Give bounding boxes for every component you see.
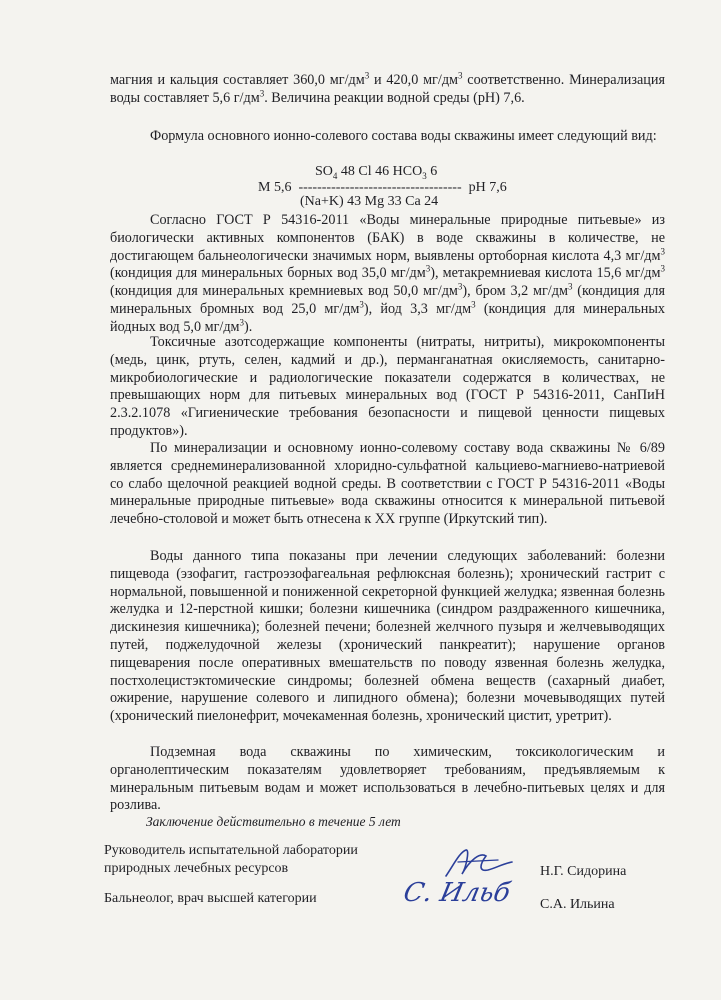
- text: соответственно. Минерализация воды составляет 5,6 г/дм: [110, 72, 665, 106]
- balneologist-name: С.А. Ильина: [540, 897, 615, 912]
- head-name: Н.Г. Сидорина: [540, 864, 627, 879]
- head-title: [104, 842, 358, 878]
- formula-denominator: (Na+K) 43 Mg 33 Ca 24: [300, 194, 439, 209]
- text: (кондиция для минеральных йодных вод 5,0 мг/дм: [110, 300, 665, 335]
- text: Воды данного типа показаны при лечении следующих заболеваний: болезни пищевода (эзофагит, гастроэзофагеальная рефлюксная болезнь); хронический гастрит с нормальной, повышенной и пониженной секреторной функцией желудка; язвенная болезнь желудка и 12-перстной кишки; болезни кишечника (синдром раздраженного кишечника, дискинезия кишечника); болезней печени; болезней желчного пузыря и желчевыводящих путей, поджелудочной железы (хронический панкреатит); нарушение органов пищеварения после оперативных вмешательств по поводу язвенная болезнь желудка, постхолецистэктомические синдромы; болезней обмена веществ (сахарный диабет, ожирение, нарушение солевого и липидного обмена); болезни мочевыводящих путей (хронический пиелонефрит, мочекаменная болезнь, хронический цистит, уретрит).: [110, 548, 665, 725]
- paragraph-bak: [110, 212, 665, 337]
- superscript: 3: [660, 245, 665, 256]
- text: природных лечебных ресурсов: [104, 861, 289, 876]
- superscript: 3: [364, 70, 370, 81]
- text: ), йод 3,3 мг/дм: [363, 300, 472, 317]
- superscript: 3: [458, 70, 463, 81]
- subscript: 4: [332, 170, 338, 181]
- text: ), бром 3,2 мг/дм: [462, 283, 568, 300]
- superscript: 3: [567, 281, 573, 292]
- text: Подземная вода скважины по химическим, токсикологическим и органолептическим показателям удовлетворяет требованиям, предъявляемым к минеральным питьевым водам и может использоваться в лечебно-питьевых целях и для розлива.: [110, 744, 665, 814]
- superscript: 3: [239, 317, 245, 328]
- text: Согласно ГОСТ Р 54316-2011 «Воды минеральные природные питьевые» из биологически активных компонентов (БАК) в воде скважины в количестве, не достигающем бальнеологически значимых норм, выявлены ортоборная кислота 4,3 мг/дм: [110, 212, 665, 264]
- signature-sidorina: [440, 846, 520, 882]
- text: Формула основного ионно-солевого состава воды скважины имеет следующий вид:: [150, 128, 657, 144]
- validity-note: Заключение действительно в течение 5 лет: [146, 814, 401, 829]
- paragraph-mineralization: [110, 72, 665, 108]
- text: . Величина реакции водной среды (рН) 7,6.: [264, 89, 525, 106]
- text: 6: [426, 164, 438, 179]
- superscript: 3: [425, 263, 431, 274]
- balneologist-title: Бальнеолог, врач высшей категории: [104, 891, 317, 906]
- text: Руководитель испытательной лаборатории: [104, 843, 358, 858]
- paragraph-formula-intro: [110, 128, 665, 146]
- paragraph-indications: [110, 548, 665, 726]
- superscript: 3: [359, 299, 364, 310]
- superscript: 3: [259, 88, 265, 99]
- text: магния и кальция составляет 360,0 мг/дм: [110, 72, 365, 88]
- text: 48 Cl 46 HCO: [337, 164, 423, 179]
- superscript: 3: [660, 263, 665, 274]
- paragraph-toxic: [110, 334, 665, 441]
- signature-ilyina: С. Ильб: [400, 878, 513, 908]
- superscript: 3: [471, 299, 476, 310]
- text: (кондиция для минеральных борных вод 35,0 мг/дм: [110, 265, 426, 282]
- text: SO: [315, 164, 333, 179]
- formula-line: M 5,6 ----------------------------------- pH 7,6: [258, 180, 507, 195]
- text: и 420,0 мг/дм: [369, 72, 459, 88]
- paragraph-classification: [110, 440, 665, 529]
- subscript: 3: [422, 170, 427, 181]
- text: Токсичные азотсодержащие компоненты (нитраты, нитриты), микрокомпоненты (медь, цинк, ртуть, селен, кадмий и др.), перманганатная окисляемость, санитарно-микробиологические и радиологические показатели содержатся в количествах, не превышающих норм для питьевых минеральных вод (ГОСТ Р 54316-2011, СанПиН 2.3.2.1078 «Гигиенические требования безопасности и пищевой ценности пищевых продуктов»).: [110, 334, 665, 439]
- text: ), метакремниевая кислота 15,6 мг/дм: [430, 265, 661, 282]
- superscript: 3: [457, 281, 463, 292]
- paragraph-conclusion: [110, 744, 665, 815]
- text: (кондиция для минеральных бромных вод 25,0 мг/дм: [110, 283, 665, 317]
- formula-numerator: [315, 164, 437, 180]
- text: По минерализации и основному ионно-солевому составу вода скважины № 6/89 является среднеминерализованной хлоридно-сульфатной кальциево-магниево-натриевой со слабо щелочной реакцией водной среды. В соответствии с ГОСТ Р 54316-2011 «Воды минеральные природные питьевые» вода скважины относится к минеральной питьевой лечебно-столовой и может быть отнесена к XX группе (Иркутский тип).: [110, 440, 665, 528]
- text: ).: [244, 318, 253, 335]
- text: (кондиция для минеральных кремниевых вод 50,0 мг/дм: [110, 283, 458, 300]
